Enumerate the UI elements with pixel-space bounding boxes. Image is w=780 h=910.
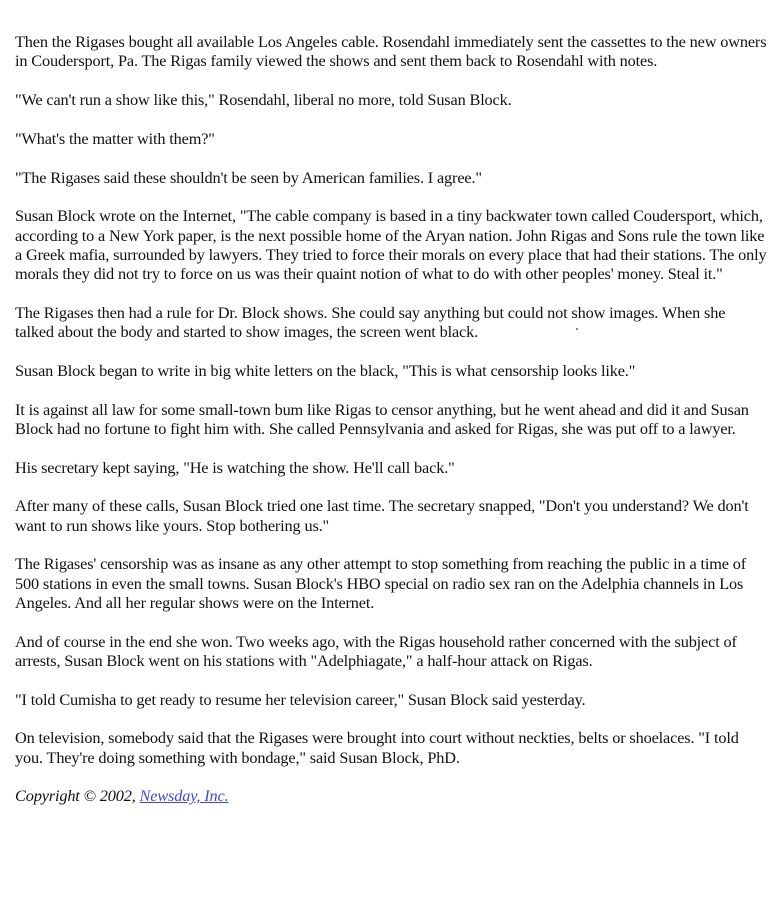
article-paragraph: The Rigases' censorship was as insane as any other attempt to stop something from reaching the public in a time of 500 stations in even the small towns. Susan Block's HBO special on radio sex ran on the Adelphia channels in Los Angeles. And all her regular shows were on the Internet. [15,554,746,612]
article-paragraph: "The Rigases said these shouldn't be seen by American families. I agree." [15,167,482,187]
copyright-line [15,786,767,805]
article-paragraph: "We can't run a show like this," Rosendahl, liberal no more, told Susan Block. [15,90,512,109]
article-paragraph: The Rigases then had a rule for Dr. Block shows. She could say anything but could not show images. When she talked about the body and started to show images, the screen went black. [15,302,726,341]
article-paragraph: "I told Cumisha to get ready to resume her television career," Susan Block said yesterday. [15,689,586,709]
scan-speck [576,328,578,330]
article-paragraph: On television, somebody said that the Rigases were brought into court without neckties, belts or shoelaces. "I told you. They're doing something with bondage," said Susan Block, PhD. [15,728,739,767]
article-paragraph: His secretary kept saying, "He is watching the show. He'll call back." [15,457,455,477]
article-paragraph: And of course in the end she won. Two weeks ago, with the Rigas household rather concerned with the subject of arrests, Susan Block went on his stations with "Adelphiagate," a half-hour attack on Rigas. [15,631,737,670]
copyright-text: Copyright © 2002, [15,786,140,806]
article-paragraph: Susan Block wrote on the Internet, "The cable company is based in a tiny backwater town called Coudersport, which, according to a New York paper, is the next possible home of the Aryan nation. John Rigas and Sons rule the town like a Greek mafia, surrounded by lawyers. They tried to force their morals on every place that had their stations. The only morals they did not try to force on us was their quaint notion of what to do with other peoples' money. Steal it." [15,206,767,283]
article-paragraph: Susan Block began to write in big white letters on the black, "This is what censorship looks like." [15,360,636,380]
article-body [15,32,767,806]
publisher-link[interactable]: Newsday, Inc. [139,786,229,806]
article-paragraph: Then the Rigases bought all available Los Angeles cable. Rosendahl immediately sent the cassettes to the new owners in Coudersport, Pa. The Rigas family viewed the shows and sent them back to Rosendahl with notes. [15,32,767,71]
article-paragraph: After many of these calls, Susan Block tried one last time. The secretary snapped, "Don't you understand? We don't want to run shows like yours. Stop bothering us." [15,496,749,535]
article-paragraph: "What's the matter with them?" [15,128,215,148]
article-paragraph: It is against all law for some small-town bum like Rigas to censor anything, but he went ahead and did it and Susan Block had no fortune to fight him with. She called Pennsylvania and asked for Rigas, she was put off to a lawyer. [15,399,749,438]
